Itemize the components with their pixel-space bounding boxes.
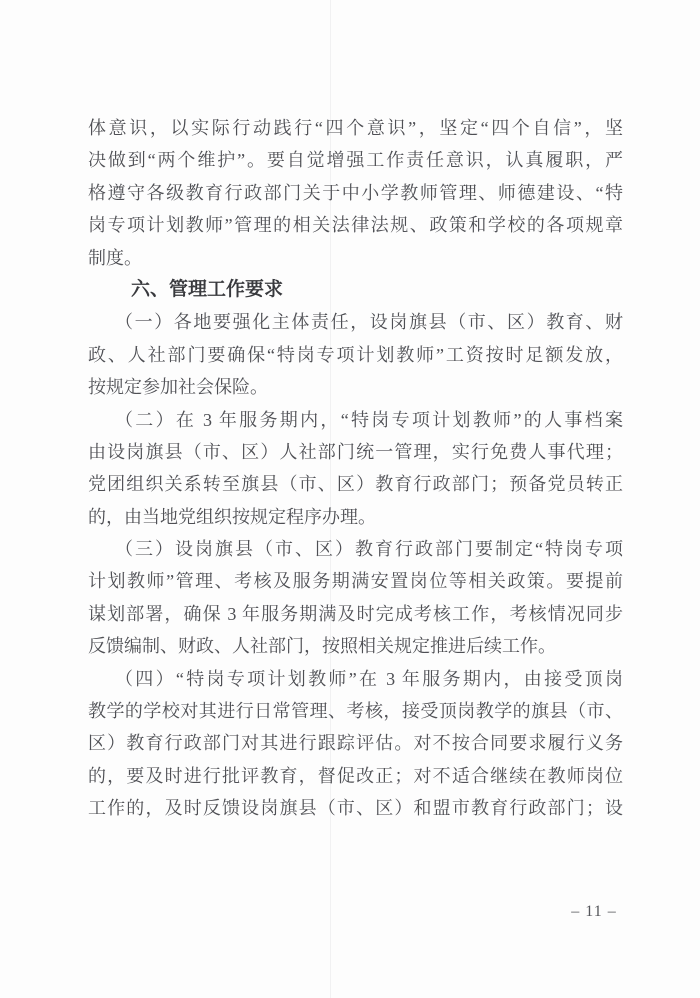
body-line: 计划教师”管理、考核及服务期满安置岗位等相关政策。要提前 — [88, 571, 623, 592]
body-line: 决做到“两个维护”。要自觉增强工作责任意识，认真履职，严 — [88, 150, 623, 171]
body-line: 谋划部署，确保 3 年服务期满及时完成考核工作，考核情况同步 — [88, 603, 623, 624]
body-line: 的，要及时进行批评教育，督促改正；对不适合继续在教师岗位 — [88, 765, 623, 786]
document-body — [88, 112, 623, 825]
paragraph-start-line: （四）“特岗专项计划教师”在 3 年服务期内，由接受顶岗 — [115, 668, 623, 689]
body-line: 由设岗旗县（市、区）人社部门统一管理，实行免费人事代理； — [88, 441, 623, 462]
section-heading-management-requirements: 六、管理工作要求 — [131, 278, 284, 300]
paragraph-start-line: （一）各地要强化主体责任，设岗旗县（市、区）教育、财 — [115, 312, 623, 333]
body-line: 工作的，及时反馈设岗旗县（市、区）和盟市教育行政部门；设 — [88, 798, 623, 819]
paragraph-start-line: （三）设岗旗县（市、区）教育行政部门要制定“特岗专项 — [115, 539, 623, 560]
body-line: 按规定参加社会保险。 — [88, 377, 268, 398]
body-line: 反馈编制、财政、人社部门，按照相关规定推进后续工作。 — [88, 636, 556, 657]
body-line: 体意识，以实际行动践行“四个意识”，坚定“四个自信”，坚 — [88, 118, 623, 138]
body-line: 区）教育行政部门对其进行跟踪评估。对不按合同要求履行义务 — [88, 733, 623, 754]
body-line: 政、人社部门要确保“特岗专项计划教师”工资按时足额发放， — [88, 344, 623, 365]
body-line: 岗专项计划教师”管理的相关法律法规、政策和学校的各项规章 — [88, 215, 623, 236]
body-line: 制度。 — [88, 247, 142, 268]
paragraph-start-line: （二）在 3 年服务期内，“特岗专项计划教师”的人事档案 — [115, 409, 623, 430]
body-line: 党团组织关系转至旗县（市、区）教育行政部门；预备党员转正 — [88, 474, 623, 495]
body-line: 的，由当地党组织按规定程序办理。 — [88, 506, 376, 527]
body-line: 格遵守各级教育行政部门关于中小学教师管理、师德建设、“特 — [88, 182, 623, 203]
body-line: 教学的学校对其进行日常管理、考核，接受顶岗教学的旗县（市、 — [88, 701, 623, 722]
page-number: – 11 – — [571, 903, 617, 920]
